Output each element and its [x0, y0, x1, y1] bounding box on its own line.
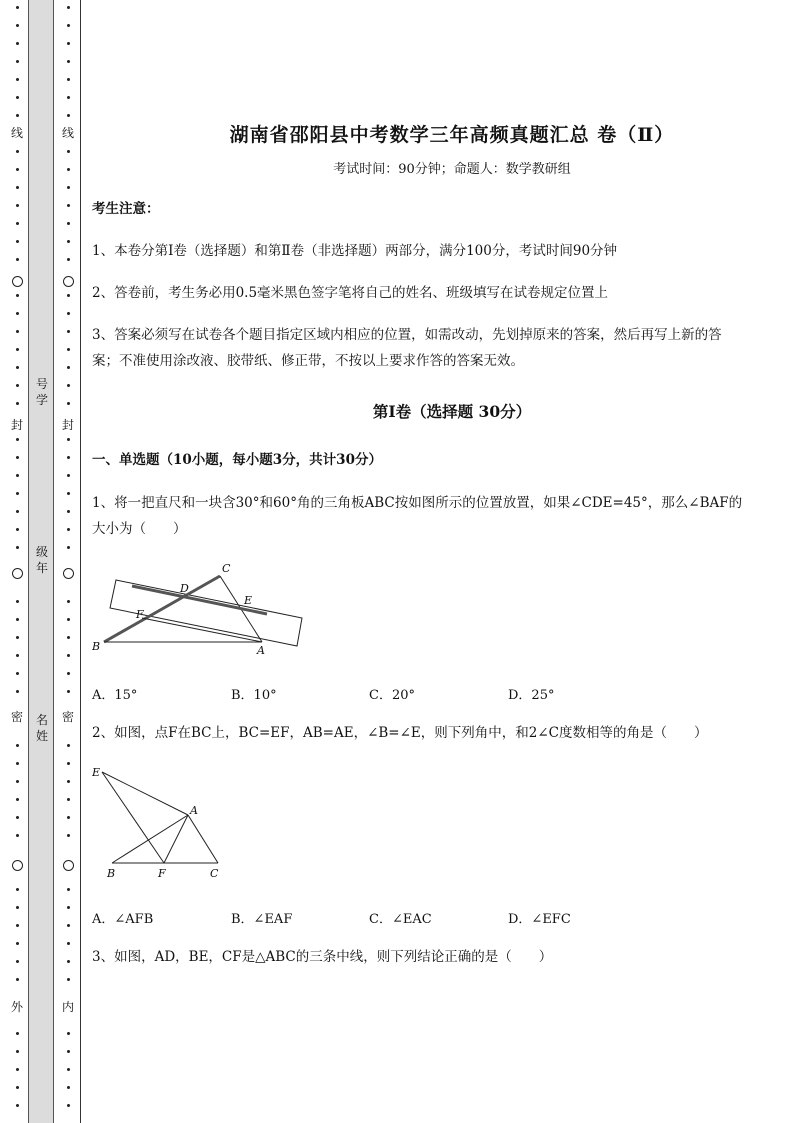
margin-dot [67, 294, 70, 297]
margin-char-mark: 线 [10, 126, 23, 140]
margin-dot [16, 906, 19, 909]
margin-dot [16, 690, 19, 693]
margin-dot [16, 1104, 19, 1107]
margin-dot [67, 186, 70, 189]
margin-dot [16, 348, 19, 351]
question-1-figure [92, 558, 312, 658]
margin-dot [16, 204, 19, 207]
margin-circle-mark [63, 860, 74, 871]
margin-dot [67, 960, 70, 963]
margin-dot [16, 672, 19, 675]
margin-dot [67, 510, 70, 513]
margin-dot [67, 258, 70, 261]
margin-dot [67, 366, 70, 369]
notice-item-2: 2、答卷前，考生务必用0.5毫米黑色签字笔将自己的姓名、班级填写在试卷规定位置上 [92, 285, 609, 301]
margin-circle-mark [12, 568, 23, 579]
margin-dot [16, 924, 19, 927]
label-C: C [222, 562, 231, 575]
question-2-figure [92, 762, 232, 882]
margin-dot [16, 816, 19, 819]
label-C: C [210, 867, 219, 880]
margin-dot [16, 960, 19, 963]
binding-margin [0, 0, 90, 1123]
margin-dot [67, 978, 70, 981]
margin-dot [67, 384, 70, 387]
field-label-student-id: 号 学 [35, 377, 48, 407]
margin-border-line [80, 0, 81, 1123]
margin-dot [16, 438, 19, 441]
margin-dot [67, 1068, 70, 1071]
field-label-name: 名 姓 [35, 713, 48, 743]
margin-circle-mark [63, 568, 74, 579]
margin-dot [67, 924, 70, 927]
margin-char-mark: 封 [61, 418, 74, 432]
margin-dot [67, 456, 70, 459]
line-fa [142, 618, 262, 642]
margin-dot [16, 24, 19, 27]
margin-dot [16, 42, 19, 45]
margin-dot [67, 528, 70, 531]
margin-dot [16, 492, 19, 495]
notice-heading: 考生注意： [92, 201, 160, 217]
margin-dot [67, 240, 70, 243]
margin-dot [16, 456, 19, 459]
q2-option-d[interactable]: D．∠EFC [508, 912, 571, 927]
margin-dot [16, 258, 19, 261]
margin-dot [67, 816, 70, 819]
margin-dot [67, 114, 70, 117]
margin-dot [67, 204, 70, 207]
margin-dot [16, 1032, 19, 1035]
margin-dot [67, 888, 70, 891]
label-F: F [158, 867, 166, 880]
margin-dot [67, 78, 70, 81]
label-B: B [92, 640, 101, 653]
margin-dot [16, 150, 19, 153]
q1-option-d[interactable]: D．25° [508, 688, 555, 703]
margin-dot [16, 942, 19, 945]
margin-dot [67, 672, 70, 675]
margin-dot [67, 762, 70, 765]
line-ac [188, 815, 218, 863]
margin-dot [16, 330, 19, 333]
q2-option-b[interactable]: B．∠EAF [231, 912, 293, 927]
field-label-grade: 级 年 [35, 545, 48, 575]
margin-dot [16, 636, 19, 639]
exam-subtitle: 考试时间：90分钟；命题人：数学教研组 [333, 162, 571, 177]
margin-dot [67, 654, 70, 657]
margin-dot [67, 168, 70, 171]
margin-dot [16, 6, 19, 9]
margin-dot [16, 618, 19, 621]
margin-dot [67, 1104, 70, 1107]
margin-dot [67, 438, 70, 441]
q2-option-a[interactable]: A．∠AFB [92, 912, 154, 927]
question-2-text: 2、如图，点F在BC上，BC=EF，AB=AE，∠B=∠E，则下列角中，和2∠C度数相等的角是（ ） [92, 725, 708, 741]
margin-dot [16, 402, 19, 405]
margin-circle-mark [63, 276, 74, 287]
margin-dot [67, 492, 70, 495]
margin-dot [16, 240, 19, 243]
q1-option-a[interactable]: A．15° [92, 688, 138, 703]
q1-option-c[interactable]: C．20° [369, 688, 415, 703]
margin-dot [16, 78, 19, 81]
line-ba [112, 815, 188, 863]
triangle-hyp-edge [104, 576, 220, 642]
margin-dot [67, 798, 70, 801]
margin-dot [67, 618, 70, 621]
margin-dot [16, 60, 19, 63]
notice-item-1: 1、本卷分第I卷（选择题）和第Ⅱ卷（非选择题）两部分，满分100分，考试时间90分钟 [92, 243, 618, 259]
margin-dot [16, 744, 19, 747]
margin-dot [16, 1050, 19, 1053]
margin-char-mark: 密 [61, 710, 74, 724]
margin-dot [67, 24, 70, 27]
margin-dot [67, 60, 70, 63]
margin-dot [67, 402, 70, 405]
label-F: F [136, 608, 144, 621]
margin-dot [67, 312, 70, 315]
margin-dot [16, 546, 19, 549]
margin-dot [67, 600, 70, 603]
outer-dot-column [12, 0, 24, 1123]
margin-char-mark: 线 [61, 126, 74, 140]
exam-title: 湖南省邵阳县中考数学三年高频真题汇总 卷（Ⅱ） [229, 124, 675, 146]
margin-dot [16, 528, 19, 531]
margin-dot [16, 222, 19, 225]
q2-option-c[interactable]: C．∠EAC [369, 912, 432, 927]
margin-dot [67, 546, 70, 549]
margin-dot [67, 1032, 70, 1035]
margin-dot [16, 654, 19, 657]
margin-dot [67, 222, 70, 225]
margin-dot [16, 762, 19, 765]
margin-circle-mark [12, 276, 23, 287]
margin-dot [67, 1086, 70, 1089]
margin-dot [67, 42, 70, 45]
margin-char-mark: 封 [10, 418, 23, 432]
margin-dot [67, 744, 70, 747]
margin-dot [16, 384, 19, 387]
margin-dot [16, 186, 19, 189]
margin-dot [67, 636, 70, 639]
margin-dot [16, 312, 19, 315]
margin-char-mark: 内 [61, 1000, 74, 1014]
margin-dot [67, 474, 70, 477]
label-B: B [107, 867, 116, 880]
margin-dot [16, 888, 19, 891]
margin-dot [67, 6, 70, 9]
margin-dot [16, 168, 19, 171]
q1-option-b[interactable]: B．10° [231, 688, 277, 703]
inner-dot-column [63, 0, 75, 1123]
label-E: E [244, 594, 253, 607]
line-ea [102, 772, 188, 815]
margin-char-mark: 外 [10, 1000, 23, 1014]
margin-dot [16, 474, 19, 477]
margin-dot [16, 366, 19, 369]
margin-dot [67, 330, 70, 333]
margin-dot [16, 1086, 19, 1089]
part-heading: 一、单选题（10小题，每小题3分，共计30分） [92, 452, 382, 468]
margin-dot [67, 942, 70, 945]
margin-dot [16, 834, 19, 837]
margin-dot [16, 600, 19, 603]
margin-dot [16, 510, 19, 513]
margin-dot [16, 96, 19, 99]
notice-item-3: 3、答案必须写在试卷各个题目指定区域内相应的位置，如需改动，先划掉原来的答案，然后再写上新的答案；不准使用涂改液、胶带纸、修正带，不按以上要求作答的答案无效。 [92, 327, 722, 369]
margin-dot [67, 96, 70, 99]
margin-dot [16, 294, 19, 297]
margin-dot [16, 798, 19, 801]
question-3-text: 3、如图，AD，BE，CF是△ABC的三条中线，则下列结论正确的是（ ） [92, 949, 553, 965]
section-title: 第I卷（选择题 30分） [372, 402, 532, 421]
margin-dot [67, 780, 70, 783]
label-A: A [257, 644, 265, 657]
margin-dot [67, 150, 70, 153]
margin-dot [16, 978, 19, 981]
label-A: A [190, 804, 198, 817]
margin-dot [16, 114, 19, 117]
margin-char-mark: 密 [10, 710, 23, 724]
margin-dot [67, 690, 70, 693]
margin-dot [67, 348, 70, 351]
margin-dot [67, 906, 70, 909]
margin-dot [16, 780, 19, 783]
label-E: E [92, 766, 101, 779]
margin-circle-mark [12, 860, 23, 871]
question-1-text: 1、将一把直尺和一块含30°和60°角的三角板ABC按如图所示的位置放置，如果∠CDE=45°，那么∠BAF的大小为（ ） [92, 495, 743, 537]
label-D: D [180, 582, 189, 595]
margin-dot [67, 834, 70, 837]
margin-dot [16, 1068, 19, 1071]
margin-dot [67, 1050, 70, 1053]
